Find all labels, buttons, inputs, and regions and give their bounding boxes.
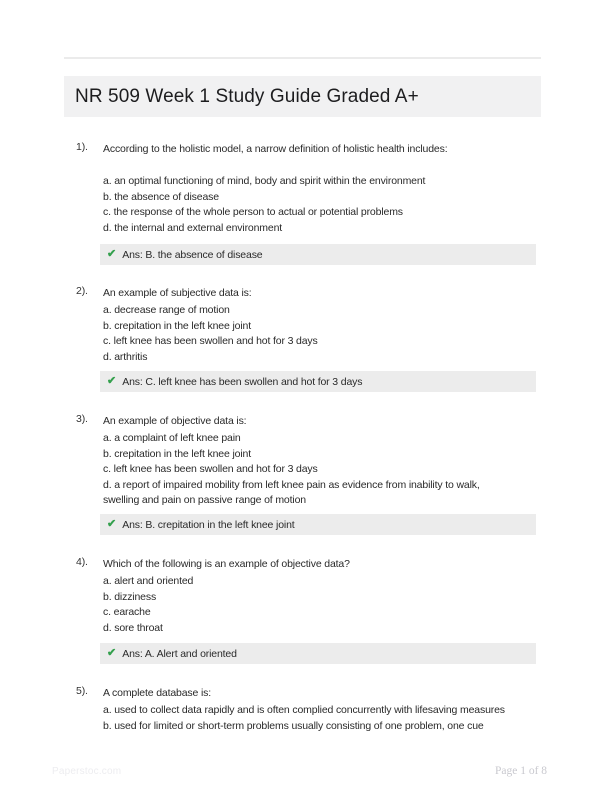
question-text: An example of objective data is: <box>103 415 247 427</box>
page-title: NR 509 Week 1 Study Guide Graded A+ <box>75 85 419 107</box>
option-line: a. an optimal functioning of mind, body and spirit within the environment <box>103 175 426 187</box>
question-options <box>103 574 555 636</box>
question-text: Which of the following is an example of objective data? <box>103 558 350 570</box>
option-line: a. alert and oriented <box>103 575 194 587</box>
option-line: d. arthritis <box>103 350 148 363</box>
question-number: 2). <box>76 285 88 297</box>
option-line: a. decrease range of motion <box>103 304 230 316</box>
option-line: b. used for limited or short-term problems usually consisting of one problem, one cue <box>103 719 484 732</box>
horizontal-divider <box>64 57 541 59</box>
option-line: b. crepitation in the left knee joint <box>103 319 251 332</box>
question-options <box>103 431 555 509</box>
option-line: a. used to collect data rapidly and is often complied concurrently with lifesaving measures <box>103 704 505 716</box>
answer-box <box>100 514 536 535</box>
option-line: d. the internal and external environment <box>103 221 283 234</box>
question-number: 3). <box>76 413 88 425</box>
option-line: c. left knee has been swollen and hot for 3 days <box>103 463 318 475</box>
footer-watermark: Paperstoc.com <box>52 766 122 777</box>
option-line: b. dizziness <box>103 590 157 603</box>
title-band <box>64 76 541 117</box>
answer-box <box>100 244 536 265</box>
answer-box <box>100 371 536 392</box>
footer-page-number: Page 1 of 8 <box>495 765 548 777</box>
option-line: c. earache <box>103 606 151 618</box>
answer-text: Ans: B. crepitation in the left knee joint <box>122 518 295 531</box>
question-text: A complete database is: <box>103 687 212 699</box>
answer-text: Ans: C. left knee has been swollen and hot for 3 days <box>122 375 363 388</box>
option-line: c. left knee has been swollen and hot for 3 days <box>103 335 318 347</box>
question-options <box>103 174 555 236</box>
check-icon: ✔ <box>107 375 117 387</box>
option-line: swelling and pain on passive range of motion <box>103 494 306 506</box>
check-icon: ✔ <box>107 518 117 530</box>
question-number: 5). <box>76 685 88 697</box>
check-icon: ✔ <box>107 647 117 659</box>
option-line: a. a complaint of left knee pain <box>103 432 241 444</box>
option-line: c. the response of the whole person to actual or potential problems <box>103 206 403 218</box>
option-line: b. crepitation in the left knee joint <box>103 447 251 460</box>
question-text: According to the holistic model, a narrow definition of holistic health includes: <box>103 143 448 155</box>
option-line: b. the absence of disease <box>103 190 219 203</box>
answer-text: Ans: A. Alert and oriented <box>122 647 237 660</box>
check-icon: ✔ <box>107 248 117 260</box>
question-number: 1). <box>76 141 88 153</box>
question-number: 4). <box>76 556 88 568</box>
question-options <box>103 703 555 734</box>
question-text: An example of subjective data is: <box>103 287 252 299</box>
answer-text: Ans: B. the absence of disease <box>122 248 263 261</box>
question-options <box>103 303 555 365</box>
option-line: d. a report of impaired mobility from left knee pain as evidence from inability to walk, <box>103 478 480 491</box>
option-line: d. sore throat <box>103 621 163 634</box>
answer-box <box>100 643 536 664</box>
